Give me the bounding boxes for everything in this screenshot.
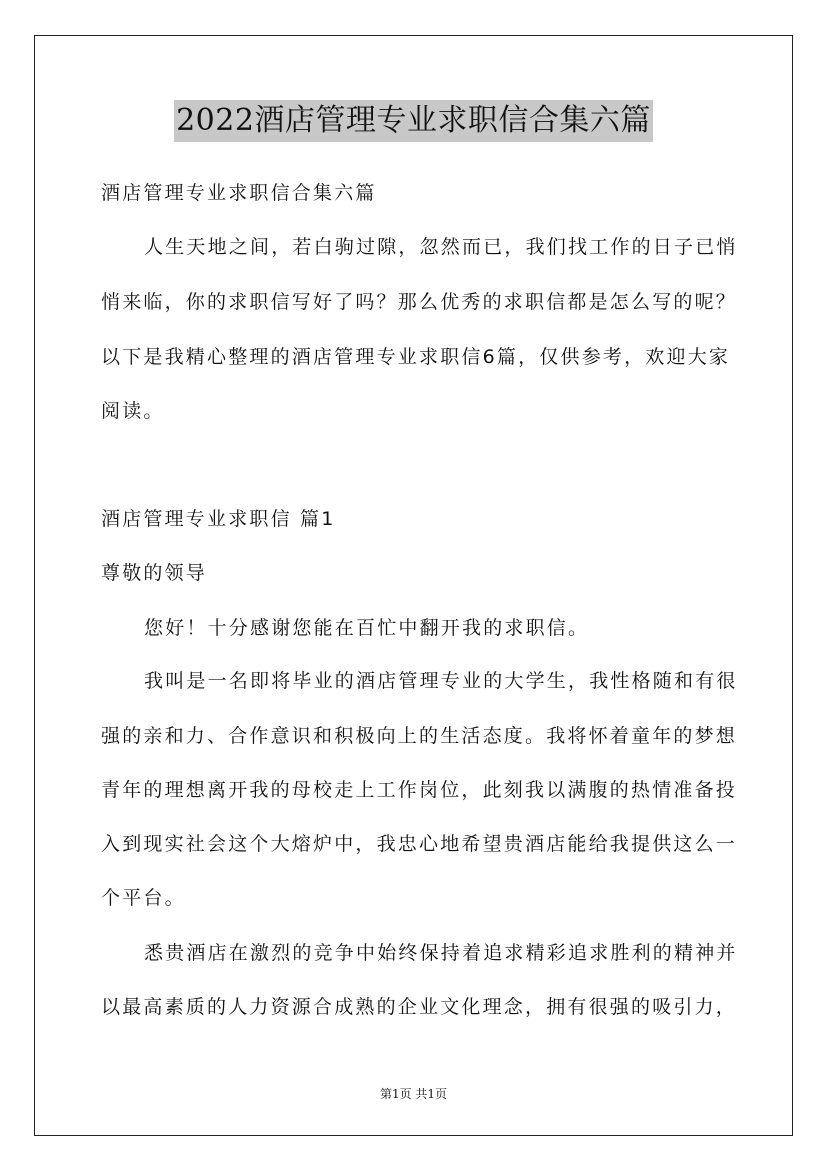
paragraph-line: 人生天地之间，若白驹过隙，忽然而已，我们找工作的日子已悄 (144, 236, 738, 258)
title-container (0, 100, 827, 142)
paragraph-line: 入到现实社会这个大熔炉中，我忠心地希望贵酒店能给我提供这么一 (101, 833, 738, 855)
paragraph-line: 个平台。 (101, 887, 186, 909)
paragraph-line: 阅读。 (101, 400, 165, 422)
paragraph-line: 以下是我精心整理的酒店管理专业求职信6篇，仅供参考，欢迎大家 (101, 346, 731, 368)
paragraph-line: 青年的理想离开我的母校走上工作岗位，此刻我以满腹的热情准备投 (101, 779, 738, 801)
paragraph-line: 我叫是一名即将毕业的酒店管理专业的大学生，我性格随和有很 (144, 670, 738, 692)
subtitle-line: 酒店管理专业求职信合集六篇 (101, 182, 377, 204)
page-footer: 第1页 共1页 (379, 1087, 448, 1101)
salutation: 尊敬的领导 (101, 562, 208, 584)
paragraph-line: 以最高素质的人力资源合成熟的企业文化理念，拥有很强的吸引力， (101, 996, 738, 1018)
paragraph-line: 悉贵酒店在激烈的竞争中始终保持着追求精彩追求胜利的精神并 (144, 942, 738, 964)
paragraph-line: 强的亲和力、合作意识和积极向上的生活态度。我将怀着童年的梦想 (101, 725, 738, 747)
paragraph-line: 悄来临，你的求职信写好了吗？那么优秀的求职信都是怎么写的呢？ (101, 291, 738, 313)
paragraph-line: 您好！十分感谢您能在百忙中翻开我的求职信。 (144, 617, 590, 639)
section-heading: 酒店管理专业求职信 篇1 (101, 508, 336, 530)
document-title: 2022酒店管理专业求职信合集六篇 (174, 100, 653, 142)
